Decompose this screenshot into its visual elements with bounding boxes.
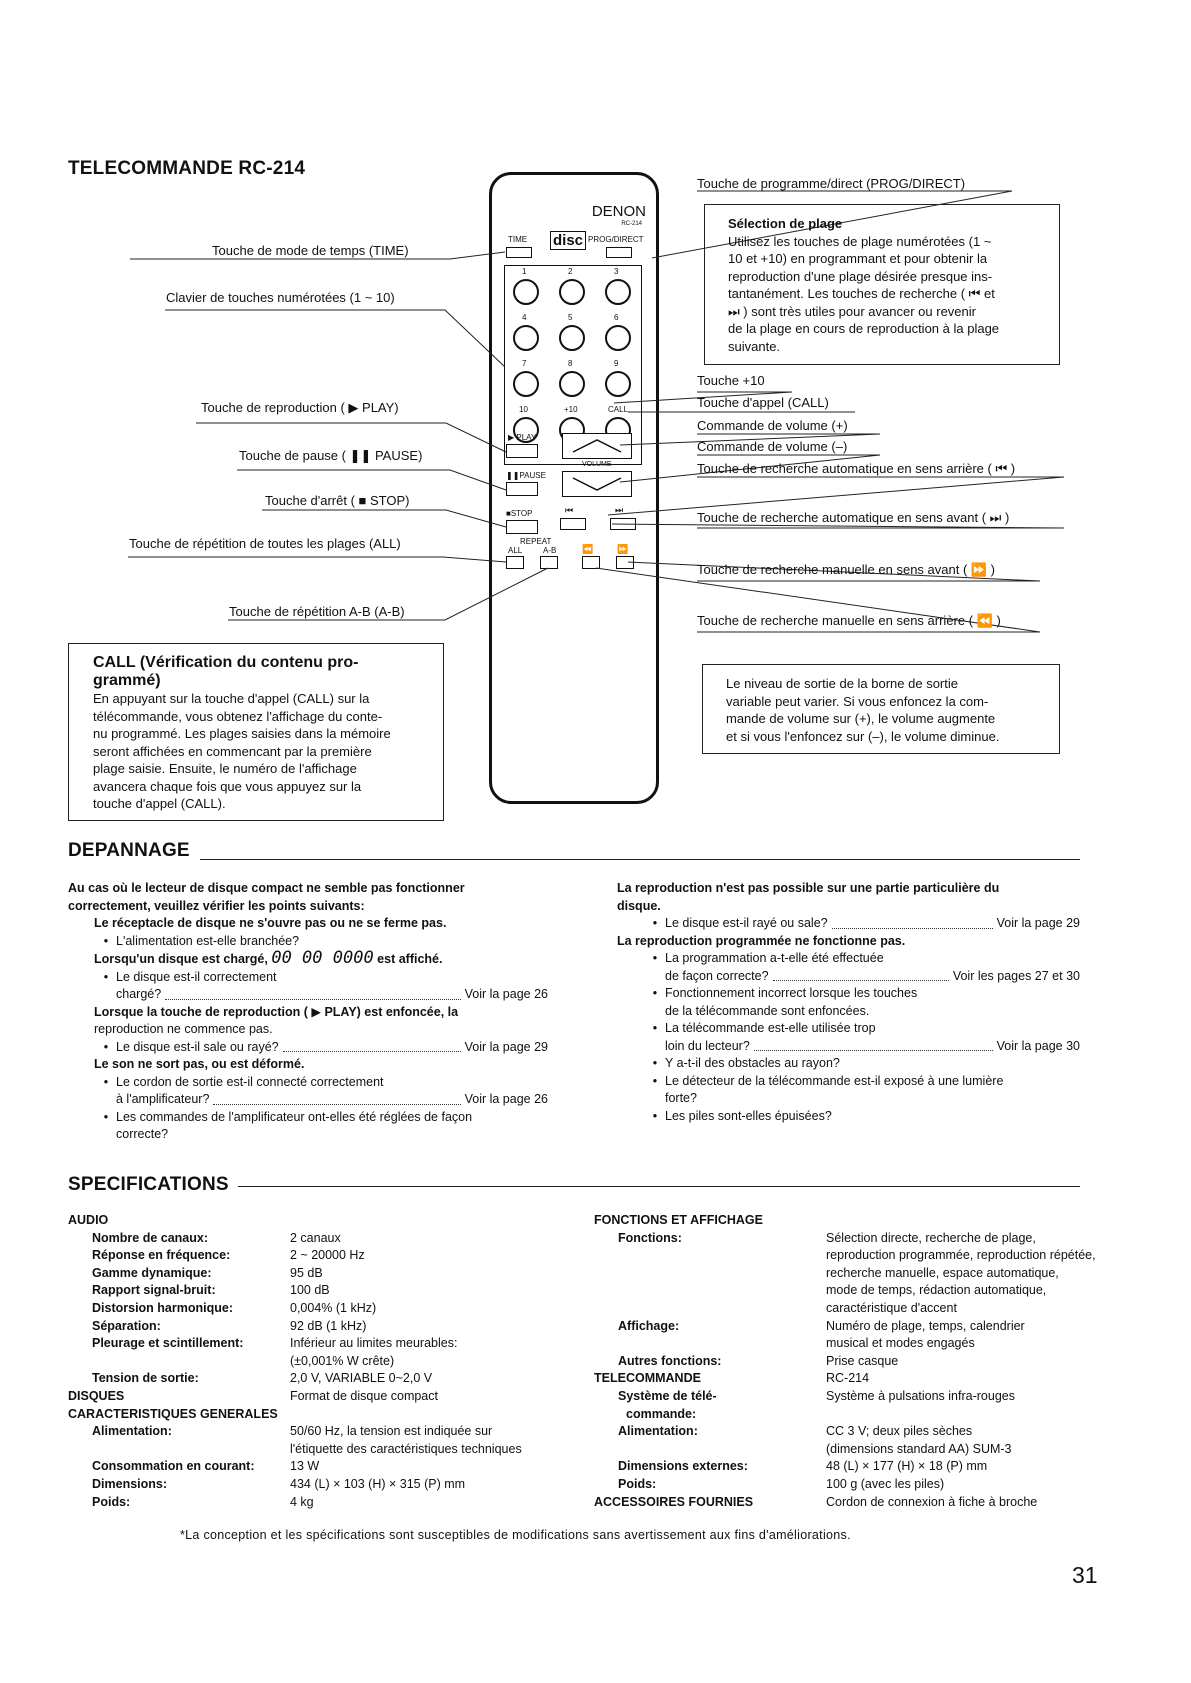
volume-info-line: et si vous l'enfoncez sur (–), le volume diminue. [726,728,1000,744]
trouble-answer: • Fonctionnement incorrect lorsque les touches [617,985,1080,1003]
spec-key [594,1335,826,1353]
remote-brand: DENON [591,203,646,220]
spec-row [68,1282,522,1300]
spec-value [826,1212,1096,1230]
spec-row [594,1318,1096,1336]
spec-value: Numéro de plage, temps, calendrier [826,1318,1025,1333]
trouble-intro: correctement, veuillez vérifier les points suivants: [68,898,365,913]
call-box-line: télécommande, vous obtenez l'affichage du conte- [93,708,383,724]
trouble-answer: • Y a-t-il des obstacles au rayon? [617,1055,1080,1073]
spec-key [594,1441,826,1459]
spec-row [68,1494,522,1512]
spec-key: Tension de sortie: [92,1371,199,1386]
key-6-label: 6 [614,313,619,322]
spec-row [594,1335,1096,1353]
volume-info-line: mande de volume sur (+), le volume augmente [726,711,996,726]
spec-key: Fonctions: [618,1230,682,1245]
call-box-line: plage saisie. Ensuite, le numéro de l'affichage [93,761,357,776]
spec-row [594,1230,1096,1248]
call-label: CALL [608,405,629,414]
specs-footnote: *La conception et les spécifications sont susceptibles de modifications sans avertissement aux fins d'améliorations. [180,1528,851,1542]
spec-value: RC-214 [826,1371,870,1386]
call-box-line: avancera chaque fois que vous appuyez sur la [93,778,362,794]
call-box-line: touche d'appel (CALL). [93,796,226,811]
spec-row [68,1318,522,1336]
key-4-label: 4 [522,313,527,322]
trouble-answer-cont: de la télécommande sont enfoncées. [665,1003,870,1018]
trouble-answer-ref: chargé? Voir la page 26 [116,987,548,1001]
trouble-answer-ref: • Le disque est-il rayé ou sale? Voir la page 29 [617,915,1080,933]
key-1-label: 1 [522,267,527,276]
spec-value: Prise casque [826,1353,899,1368]
spec-key: Poids: [92,1494,131,1509]
trouble-answer-ref: • Le disque est-il sale ou rayé? Voir la page 29 [68,1039,548,1057]
spec-key: Alimentation: [618,1424,698,1439]
volume-info-box [702,664,1060,754]
spec-value: mode de temps, rédaction automatique, [826,1283,1047,1298]
spec-row [594,1247,1096,1265]
spec-value: l'étiquette des caractéristiques techniques [290,1441,522,1456]
troubleshooting-right-column [617,880,1080,1125]
section-rule [238,1186,1080,1187]
trouble-question-cont: reproduction ne commence pas. [94,1022,273,1036]
spec-key [68,1353,290,1371]
label-play-key: Touche de reproduction ( ▶ PLAY) [201,400,399,415]
display-readout: 00 00 0000 [271,948,374,968]
trouble-answer: • Les piles sont-elles épuisées? [617,1108,1080,1126]
spec-key: Dimensions externes: [618,1459,748,1474]
spec-row [594,1458,1096,1476]
spec-value: (±0,001% W crête) [290,1353,395,1368]
spec-row [594,1406,1096,1424]
spec-value: 92 dB (1 kHz) [290,1318,367,1333]
spec-row [594,1282,1096,1300]
label-stop-key: Touche d'arrêt ( ■ STOP) [265,493,410,508]
spec-key [594,1265,826,1283]
trouble-question: Lorsque la touche de reproduction ( ▶ PLAY) est enfoncée, la [94,1004,459,1019]
label-volume-down: Commande de volume (–) [697,439,848,454]
call-box-title-cont: grammé) [93,672,161,689]
key-3-label: 3 [614,267,619,276]
spec-value: 48 (L) × 177 (H) × 18 (P) mm [826,1459,988,1474]
call-box-line: En appuyant sur la touche d'appel (CALL) sur la [93,691,370,706]
spec-value: Sélection directe, recherche de plage, [826,1230,1036,1245]
spec-row [68,1265,522,1283]
skip-forward-icon: ⏭ [615,505,624,515]
play-label: ▶ PLAY [508,433,537,442]
spec-row [68,1441,522,1459]
spec-row [68,1406,522,1424]
spec-row [594,1212,1096,1230]
specs-left-table [68,1212,522,1511]
specs-right-column [594,1212,1114,1511]
spec-key: Poids: [618,1476,657,1491]
spec-key: Dimensions: [92,1476,168,1491]
spec-key [68,1441,290,1459]
trouble-answer: • La télécommande est-elle utilisée trop [617,1020,1080,1038]
spec-key: Réponse en fréquence: [92,1248,231,1263]
fast-forward-icon: ⏩ [617,544,629,554]
trouble-answer-ref: loin du lecteur? Voir la page 30 [665,1038,1080,1053]
track-selection-line: 10 et +10) en programmant et pour obtenir la [728,251,988,266]
spec-value: Cordon de connexion à fiche à broche [826,1494,1038,1509]
section-rule [200,859,1080,860]
trouble-answer: • Le disque est-il correctement [68,969,548,987]
spec-value: 0,004% (1 kHz) [290,1300,377,1315]
label-fast-forward: Touche de recherche manuelle en sens avant ( ⏩ ) [697,562,996,577]
label-repeat-ab-key: Touche de répétition A-B (A-B) [229,604,405,619]
spec-value: 50/60 Hz, la tension est indiquée sur [290,1424,493,1439]
disc-logo: disc [550,231,586,250]
spec-row [68,1476,522,1494]
spec-key: TELECOMMANDE [594,1371,701,1386]
spec-row [594,1441,1096,1459]
label-time-key: Touche de mode de temps (TIME) [212,243,409,258]
key-10-label: 10 [519,405,528,414]
label-numeric-keys: Clavier de touches numérotées (1 ~ 10) [166,290,395,305]
trouble-answer-cont: forte? [665,1091,697,1105]
spec-value: 434 (L) × 103 (H) × 315 (P) mm [290,1476,466,1491]
spec-row [594,1476,1096,1494]
spec-value: 2 canaux [290,1230,341,1245]
section-title-remote: TELECOMMANDE RC-214 [68,158,306,179]
volume-info-line: variable peut varier. Si vous enfoncez la com- [726,693,989,709]
track-selection-title: Sélection de plage [728,216,843,231]
key-7-label: 7 [522,359,527,368]
spec-key [594,1282,826,1300]
key-5-label: 5 [568,313,573,322]
trouble-answer-ref: de façon correcte? Voir les pages 27 et 30 [665,968,1080,983]
remote-model: RC-214 [621,221,642,227]
key-2-label: 2 [568,267,573,276]
spec-value: reproduction programmée, reproduction répétée, [826,1248,1096,1263]
spec-value: 13 W [290,1459,320,1474]
troubleshooting-left-column [68,880,548,1144]
trouble-question-cont: disque. [617,898,661,913]
spec-row [594,1388,1096,1406]
spec-value: caractéristique d'accent [826,1300,957,1315]
rewind-icon: ⏪ [582,544,594,554]
stop-label: ■STOP [506,509,533,518]
call-box-title: CALL (Vérification du contenu pro- [93,654,359,671]
trouble-answer: • Le détecteur de la télécommande est-il exposé à une lumière [617,1073,1080,1091]
spec-key [594,1300,826,1318]
spec-key: Séparation: [92,1318,161,1333]
prog-label: PROG/DIRECT [588,235,644,244]
spec-row [594,1265,1096,1283]
spec-row [68,1370,522,1388]
label-pause-key: Touche de pause ( ❚❚ PAUSE) [239,448,423,463]
spec-key: Alimentation: [92,1424,172,1439]
volume-label: VOLUME [582,461,612,468]
spec-value: 2 ~ 20000 Hz [290,1248,365,1263]
spec-key: commande: [626,1406,697,1421]
trouble-answer-cont: correcte? [116,1127,169,1141]
key-plus10-label: +10 [564,405,578,414]
spec-value: musical et modes engagés [826,1336,975,1351]
trouble-answer: • Les commandes de l'amplificateur ont-elles été réglées de façon [68,1109,548,1127]
spec-key: Système de télé- [618,1388,717,1403]
trouble-intro: Au cas où le lecteur de disque compact ne semble pas fonctionner [68,881,465,895]
call-box-line: seront affichées en commencant par la première [93,743,372,759]
spec-row [68,1335,522,1353]
section-title-troubleshooting: DEPANNAGE [68,840,190,861]
key-9-label: 9 [614,359,619,368]
track-selection-line: tantanément. Les touches de recherche ( ⏮ et [728,286,995,301]
spec-row [68,1212,522,1230]
trouble-answer: • La programmation a-t-elle été effectuée [617,950,1080,968]
spec-value: 100 dB [290,1283,330,1298]
label-prog-direct-key: Touche de programme/direct (PROG/DIRECT) [697,176,966,191]
volume-info-line: Le niveau de sortie de la borne de sortie [726,676,958,691]
track-selection-line: reproduction d'une plage désirée presque ins- [728,268,993,284]
spec-value [826,1406,1096,1424]
spec-row [594,1300,1096,1318]
spec-value: Inférieur au limites meurables: [290,1336,458,1351]
label-volume-up: Commande de volume (+) [697,418,848,433]
spec-value: CC 3 V; deux piles sèches [826,1424,973,1439]
skip-back-icon: ⏮ [565,505,574,515]
page-number: 31 [1072,1562,1098,1588]
spec-value: Système à pulsations infra-rouges [826,1388,1015,1403]
trouble-question: La reproduction n'est pas possible sur une partie particulière du [617,881,1000,895]
spec-key: DISQUES [68,1388,125,1403]
key-8-label: 8 [568,359,573,368]
trouble-answer: • L'alimentation est-elle branchée? [68,933,548,951]
spec-key: Pleurage et scintillement: [92,1336,244,1351]
spec-key: AUDIO [68,1213,109,1227]
spec-value: 2,0 V, VARIABLE 0~2,0 V [290,1371,433,1386]
trouble-question: Le réceptacle de disque ne s'ouvre pas ou ne se ferme pas. [94,916,447,930]
all-label: ALL [508,546,523,555]
spec-value: 4 kg [290,1494,314,1509]
time-label: TIME [508,235,528,244]
section-title-specifications: SPECIFICATIONS [68,1174,229,1195]
spec-row [68,1353,522,1371]
spec-row [68,1423,522,1441]
track-selection-box [704,204,1060,365]
trouble-question: La reproduction programmée ne fonctionne pas. [617,933,906,948]
spec-value: recherche manuelle, espace automatique, [826,1265,1059,1280]
spec-key: Gamme dynamique: [92,1265,212,1280]
spec-key [594,1247,826,1265]
label-rewind: Touche de recherche manuelle en sens arrière ( ⏪ ) [697,613,1001,628]
track-selection-line: suivante. [728,338,781,354]
spec-row [68,1388,522,1406]
track-selection-line: Utilisez les touches de plage numérotées (1 ~ [728,233,992,249]
spec-key: Affichage: [618,1318,680,1333]
spec-value: 100 g (avec les piles) [826,1476,945,1491]
spec-row [68,1230,522,1248]
trouble-answer-ref: à l'amplificateur? Voir la page 26 [116,1092,548,1106]
track-selection-line: de la plage en cours de reproduction à la plage [728,321,1000,336]
call-box-line: nu programmé. Les plages saisies dans la mémoire [93,726,391,741]
label-repeat-all-key: Touche de répétition de toutes les plages (ALL) [129,536,401,551]
specs-right-table [594,1212,1096,1511]
trouble-question: Lorsqu'un disque est chargé, 00 00 0000 est affiché. [94,948,443,968]
ab-label: A-B [543,546,557,555]
spec-key: CARACTERISTIQUES GENERALES [68,1406,278,1421]
spec-key: Rapport signal-bruit: [92,1283,216,1298]
pause-label: ❚❚PAUSE [506,471,546,480]
spec-row [68,1300,522,1318]
spec-value [290,1406,522,1424]
label-plus10-key: Touche +10 [697,373,765,388]
spec-row [594,1494,1096,1512]
spec-key: Nombre de canaux: [92,1230,209,1245]
spec-value: Format de disque compact [290,1388,438,1403]
spec-value: 95 dB [290,1265,323,1280]
track-selection-line: ⏭ ) sont très utiles pour avancer ou revenir [728,303,976,319]
spec-key: Autres fonctions: [618,1353,722,1368]
trouble-answer: • Le cordon de sortie est-il connecté correctement [68,1074,548,1092]
spec-key: FONCTIONS ET AFFICHAGE [594,1213,763,1227]
spec-value: (dimensions standard AA) SUM-3 [826,1441,1012,1456]
spec-row [68,1458,522,1476]
trouble-question: Le son ne sort pas, ou est déformé. [94,1057,305,1071]
spec-key: Distorsion harmonique: [92,1300,233,1315]
spec-row [594,1353,1096,1371]
spec-value [290,1212,522,1230]
spec-row [594,1423,1096,1441]
label-call-key: Touche d'appel (CALL) [697,395,829,410]
spec-key: Consommation en courant: [92,1459,255,1474]
call-info-box [68,643,444,821]
spec-key: ACCESSOIRES FOURNIES [594,1494,754,1509]
spec-row [594,1370,1096,1388]
label-skip-back: Touche de recherche automatique en sens arrière ( ⏮ ) [697,461,1016,476]
label-skip-forward: Touche de recherche automatique en sens avant ( ⏭ ) [697,510,1010,525]
specs-left-column [68,1212,588,1511]
spec-row [68,1247,522,1265]
repeat-label: REPEAT [520,537,552,546]
